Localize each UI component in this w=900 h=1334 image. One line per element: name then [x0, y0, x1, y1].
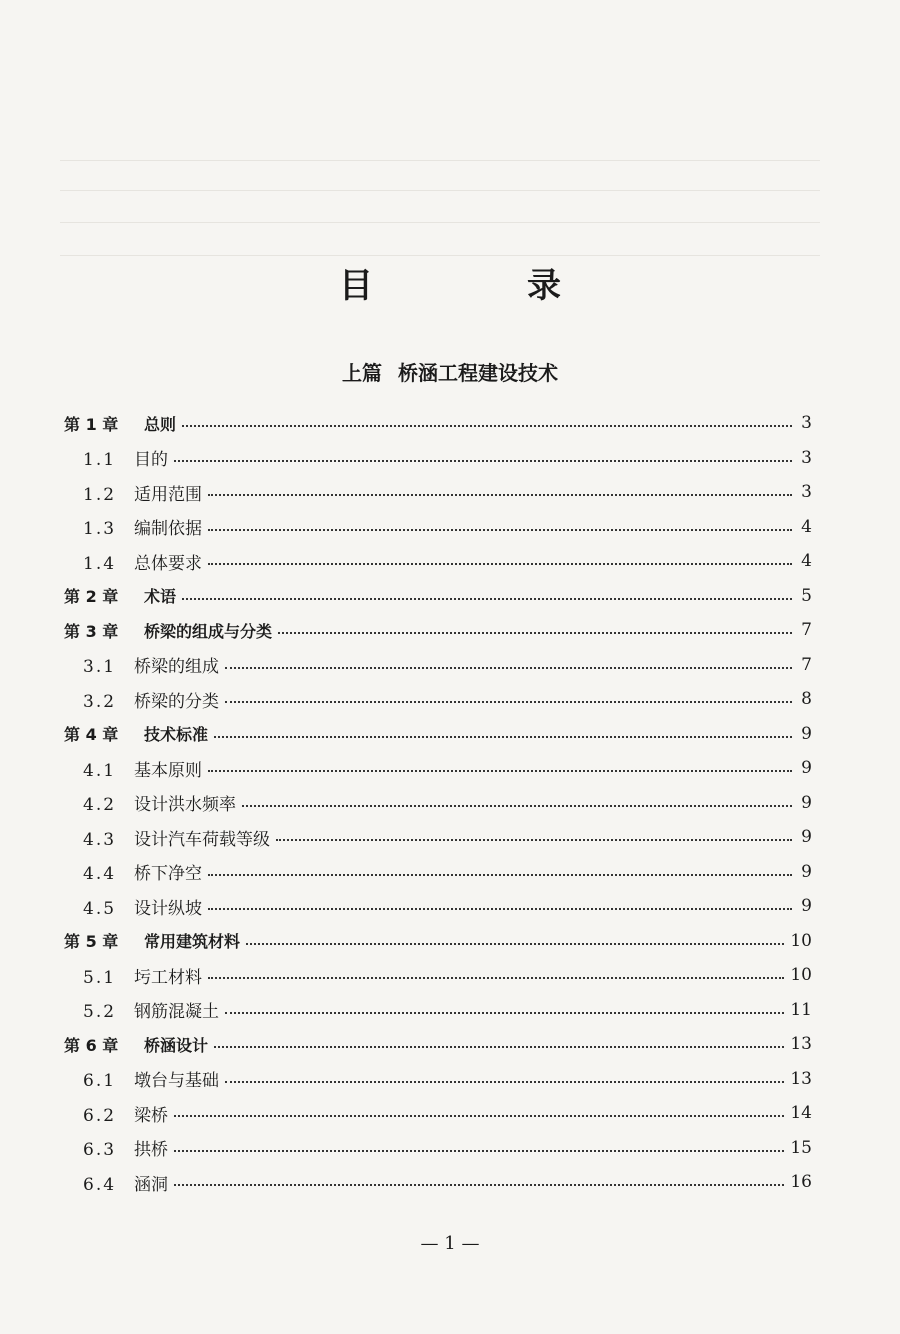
toc-entry-number: 4.3 — [83, 829, 117, 850]
toc-entry-page: 3 — [801, 413, 812, 434]
toc-entry-number: 5.1 — [83, 967, 117, 988]
dot-leader — [174, 460, 792, 462]
table-of-contents — [64, 406, 812, 1200]
toc-entry-page: 9 — [801, 758, 812, 779]
toc-section-row[interactable] — [64, 1096, 812, 1131]
toc-entry-page: 9 — [801, 792, 812, 813]
toc-entry-number: 6.1 — [83, 1071, 117, 1092]
toc-section-row[interactable] — [64, 441, 812, 476]
toc-entry-page: 8 — [801, 689, 812, 710]
toc-entry-page: 11 — [790, 999, 812, 1020]
toc-entry-page: 15 — [790, 1137, 812, 1158]
toc-entry-page: 7 — [801, 620, 812, 641]
toc-entry-number: 第 1 章 — [64, 414, 119, 434]
toc-entry-label — [64, 929, 240, 952]
toc-entry-title: 设计汽车荷载等级 — [134, 829, 270, 850]
dot-leader — [208, 529, 792, 531]
toc-entry-title: 目的 — [134, 450, 168, 471]
toc-section-row[interactable] — [64, 1062, 812, 1097]
toc-entry-label — [83, 1066, 219, 1091]
toc-entry-title: 设计洪水频率 — [134, 795, 236, 816]
dot-leader — [174, 1115, 784, 1117]
dot-leader — [242, 805, 792, 807]
toc-entry-number: 第 3 章 — [64, 621, 119, 641]
toc-entry-number: 1.2 — [83, 484, 117, 505]
dot-leader — [276, 839, 792, 841]
toc-entry-title: 编制依据 — [134, 519, 202, 540]
toc-entry-title: 设计纵坡 — [134, 898, 202, 919]
toc-entry-number: 6.2 — [83, 1105, 117, 1126]
toc-section-row[interactable] — [64, 786, 812, 821]
toc-section-row[interactable] — [64, 751, 812, 786]
toc-entry-page: 13 — [790, 1034, 812, 1055]
dot-leader — [208, 874, 792, 876]
toc-entry-number: 3.1 — [83, 657, 117, 678]
toc-entry-number: 1.3 — [83, 519, 117, 540]
toc-chapter-row[interactable] — [64, 613, 812, 648]
toc-entry-number: 4.4 — [83, 864, 117, 885]
toc-entry-label — [83, 859, 202, 884]
toc-section-row[interactable] — [64, 855, 812, 890]
part-title — [0, 357, 900, 386]
toc-entry-title: 桥梁的组成与分类 — [144, 621, 273, 641]
toc-entry-number: 第 6 章 — [64, 1035, 119, 1055]
toc-entry-label — [64, 722, 208, 745]
toc-section-row[interactable] — [64, 958, 812, 993]
dot-leader — [208, 770, 792, 772]
toc-entry-title: 桥涵设计 — [144, 1035, 209, 1055]
toc-entry-title: 技术标准 — [144, 725, 209, 745]
toc-entry-number: 3.2 — [83, 691, 117, 712]
dot-leader — [208, 494, 792, 496]
dot-leader — [225, 1012, 784, 1014]
toc-section-row[interactable] — [64, 1165, 812, 1200]
toc-entry-number: 4.1 — [83, 760, 117, 781]
toc-entry-title: 墩台与基础 — [134, 1071, 219, 1092]
toc-entry-label — [83, 894, 202, 919]
dot-leader — [208, 908, 792, 910]
toc-entry-label — [83, 825, 270, 850]
toc-entry-title: 适用范围 — [134, 484, 202, 505]
toc-entry-title: 钢筋混凝土 — [134, 1002, 219, 1023]
toc-section-row[interactable] — [64, 475, 812, 510]
toc-entry-page: 3 — [801, 447, 812, 468]
toc-section-row[interactable] — [64, 648, 812, 683]
toc-entry-label — [64, 584, 176, 607]
toc-entry-label — [83, 549, 202, 574]
toc-entry-number: 5.2 — [83, 1002, 117, 1023]
toc-entry-title: 桥梁的分类 — [134, 691, 219, 712]
part-name: 桥涵工程建设技术 — [398, 361, 558, 385]
toc-entry-title: 总则 — [144, 414, 177, 434]
toc-entry-number: 1.4 — [83, 553, 117, 574]
toc-entry-label — [83, 652, 219, 677]
toc-entry-label — [83, 514, 202, 539]
toc-entry-number: 4.2 — [83, 795, 117, 816]
dot-leader — [225, 701, 792, 703]
toc-entry-label — [83, 1135, 168, 1160]
dot-leader — [208, 977, 784, 979]
toc-entry-label — [64, 1033, 208, 1056]
dot-leader — [278, 632, 792, 634]
dot-leader — [174, 1184, 784, 1186]
toc-entry-title: 桥下净空 — [134, 864, 202, 885]
toc-entry-label — [83, 963, 202, 988]
toc-entry-page: 4 — [801, 516, 812, 537]
toc-entry-page: 5 — [801, 585, 812, 606]
dot-leader — [214, 736, 792, 738]
dot-leader — [214, 1046, 784, 1048]
toc-entry-page: 16 — [790, 1172, 812, 1193]
toc-entry-label — [83, 480, 202, 505]
toc-entry-page: 9 — [801, 827, 812, 848]
toc-entry-label — [64, 412, 176, 435]
toc-entry-title: 涵洞 — [134, 1174, 168, 1195]
toc-entry-number: 1.1 — [83, 450, 117, 471]
toc-chapter-row[interactable] — [64, 406, 812, 441]
part-prefix: 上篇 — [342, 361, 382, 385]
dot-leader — [174, 1150, 784, 1152]
toc-entry-title: 梁桥 — [134, 1105, 168, 1126]
toc-entry-label — [64, 619, 272, 642]
toc-section-row[interactable] — [64, 510, 812, 545]
toc-section-row[interactable] — [64, 1131, 812, 1166]
toc-entry-number: 第 4 章 — [64, 725, 119, 745]
toc-entry-page: 9 — [801, 861, 812, 882]
toc-entry-page: 10 — [790, 965, 812, 986]
toc-entry-number: 6.3 — [83, 1140, 117, 1161]
toc-section-row[interactable] — [64, 544, 812, 579]
toc-entry-page: 9 — [801, 723, 812, 744]
toc-section-row[interactable] — [64, 889, 812, 924]
toc-entry-label — [83, 445, 168, 470]
toc-entry-page: 9 — [801, 896, 812, 917]
toc-entry-title: 常用建筑材料 — [144, 932, 241, 952]
toc-entry-title: 总体要求 — [134, 553, 202, 574]
dot-leader — [246, 943, 784, 945]
toc-chapter-row[interactable] — [64, 579, 812, 614]
toc-entry-page: 3 — [801, 482, 812, 503]
dot-leader — [225, 1081, 784, 1083]
toc-entry-title: 术语 — [144, 587, 177, 607]
toc-entry-page: 7 — [801, 654, 812, 675]
toc-section-row[interactable] — [64, 993, 812, 1028]
toc-entry-number: 4.5 — [83, 898, 117, 919]
toc-entry-label — [83, 790, 236, 815]
toc-entry-title: 基本原则 — [134, 760, 202, 781]
toc-section-row[interactable] — [64, 682, 812, 717]
page-number: — 1 — — [420, 1233, 480, 1254]
toc-entry-page: 14 — [790, 1103, 812, 1124]
toc-entry-label — [83, 756, 202, 781]
toc-entry-label — [83, 1170, 168, 1195]
toc-entry-number: 第 5 章 — [64, 932, 119, 952]
toc-chapter-row[interactable] — [64, 1027, 812, 1062]
dot-leader — [225, 667, 792, 669]
toc-entry-number: 第 2 章 — [64, 587, 119, 607]
toc-chapter-row[interactable] — [64, 717, 812, 752]
dot-leader — [182, 598, 792, 600]
toc-entry-number: 6.4 — [83, 1174, 117, 1195]
toc-entry-label — [83, 687, 219, 712]
toc-entry-label — [83, 1101, 168, 1126]
page-title: 目 录 — [339, 266, 621, 306]
dot-leader — [182, 425, 792, 427]
toc-entry-page: 10 — [790, 930, 812, 951]
toc-entry-title: 桥梁的组成 — [134, 657, 219, 678]
toc-chapter-row[interactable] — [64, 924, 812, 959]
toc-entry-page: 4 — [801, 551, 812, 572]
toc-entry-title: 拱桥 — [134, 1140, 168, 1161]
toc-entry-label — [83, 997, 219, 1022]
toc-entry-title: 圬工材料 — [134, 967, 202, 988]
toc-entry-page: 13 — [790, 1068, 812, 1089]
toc-section-row[interactable] — [64, 820, 812, 855]
dot-leader — [208, 563, 792, 565]
